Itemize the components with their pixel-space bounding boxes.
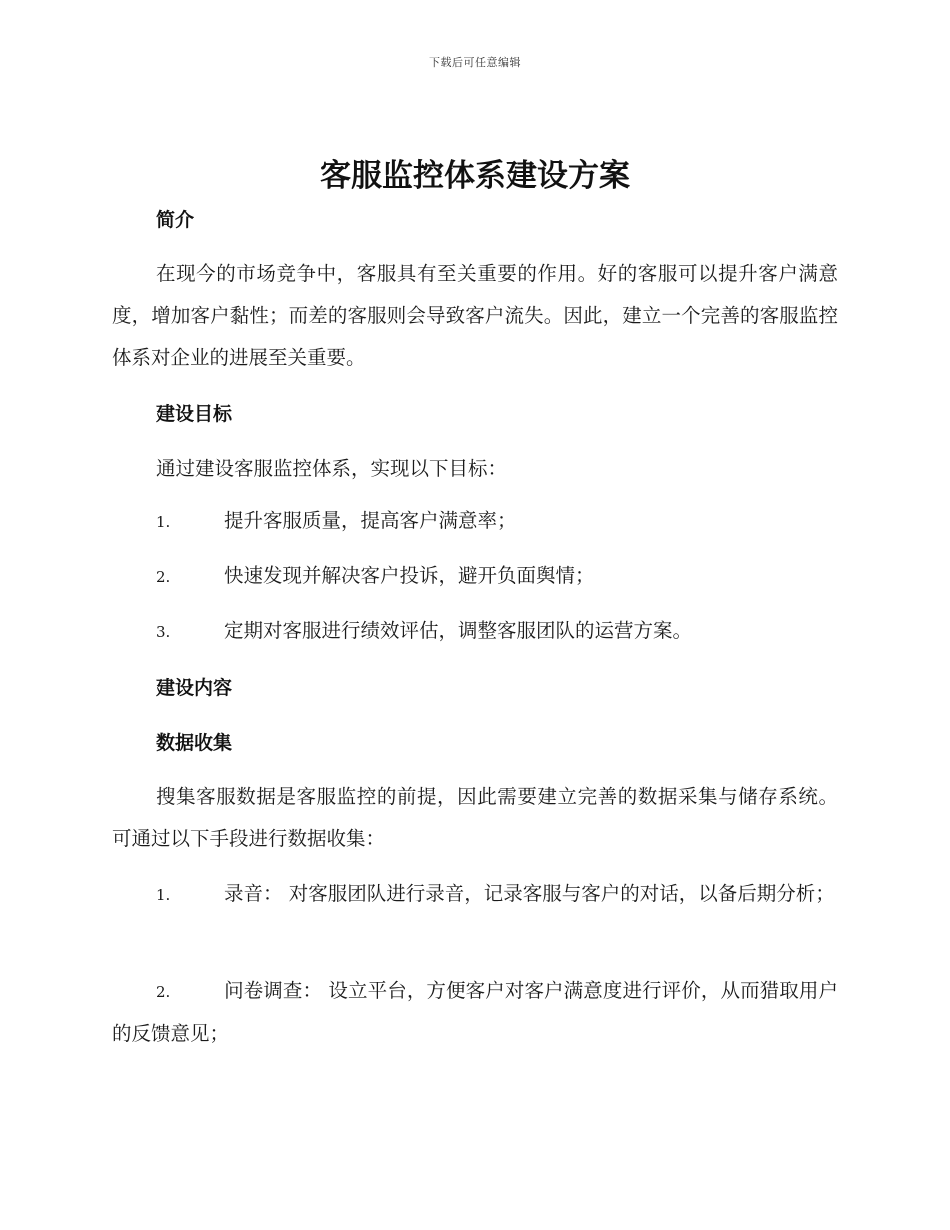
goals-lead-text: 通过建设客服监控体系，实现以下目标： [156,457,508,480]
list-item-text: 定期对客服进行绩效评估，调整客服团队的运营方案。 [224,619,693,642]
list-number: 2. [156,983,171,1001]
list-item-text: 提升客服质量，提高客户满意率； [224,509,517,532]
goal-list-item [112,500,838,543]
section-heading-data-collection: 数据收集 [156,732,233,754]
data-collection-list-item [112,873,838,916]
section-heading-content: 建设内容 [156,677,233,699]
intro-paragraph: 在现今的市场竞争中，客服具有至关重要的作用。好的客服可以提升客户满意度，增加客户黏性；而差的客服则会导致客户流失。因此，建立一个完善的客服监控体系对企业的进展至关重要。 [112,262,838,369]
list-number: 1. [156,886,171,904]
list-item-text: 快速发现并解决客户投诉，避开负面舆情； [224,564,595,587]
data-collection-paragraph: 搜集客服数据是客服监控的前提，因此需要建立完善的数据采集与储存系统。可通过以下手段进行数据收集： [112,785,838,850]
list-item-text: 录音： 对客服团队进行录音，记录客服与客户的对话，以备后期分析； [224,882,835,905]
goal-list-item [112,555,838,598]
list-item-text: 问卷调查： 设立平台，方便客户对客户满意度进行评价，从而猎取用户的反馈意见； [112,979,838,1045]
list-number: 2. [156,568,171,586]
document-title: 客服监控体系建设方案 [320,158,630,194]
goal-list-item [112,610,838,653]
page-header-note: 下载后可任意编辑 [429,56,521,69]
section-heading-goals: 建设目标 [156,403,233,425]
list-number: 3. [156,623,171,641]
data-collection-list-item [112,970,838,1055]
section-heading-intro: 简介 [156,209,195,231]
list-number: 1. [156,513,171,531]
